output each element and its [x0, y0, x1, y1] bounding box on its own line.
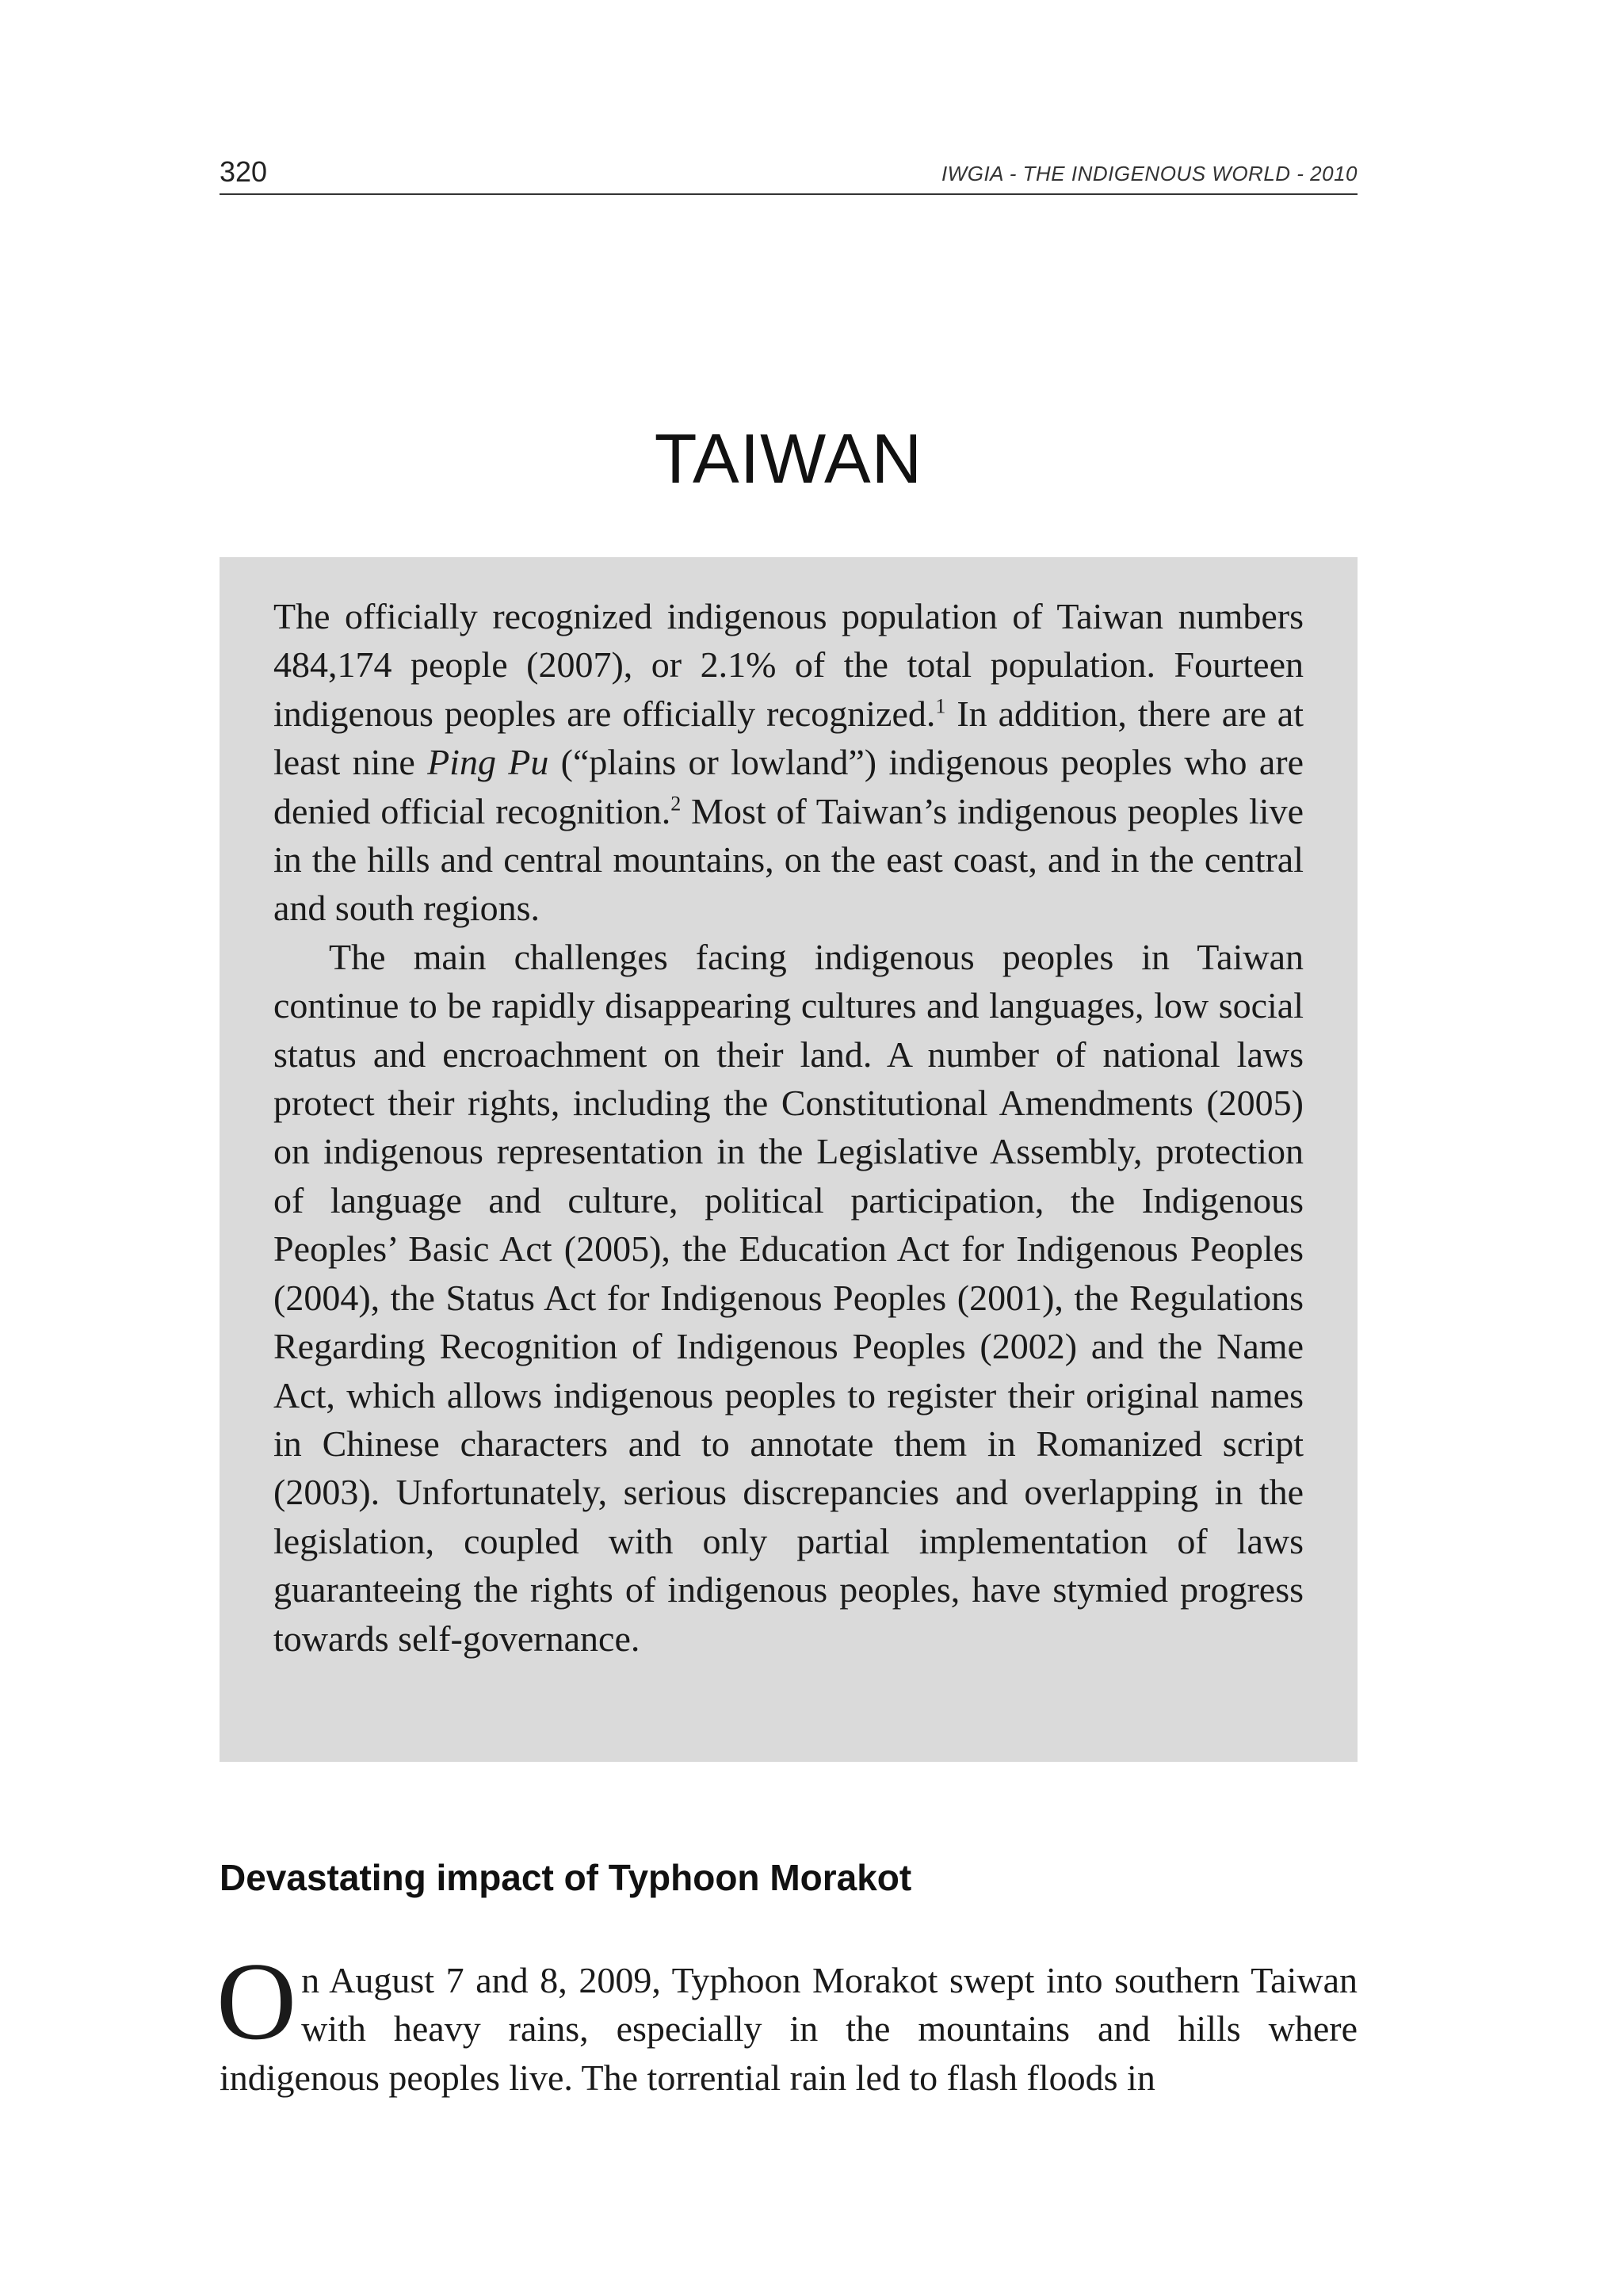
summary-text: In addition, there are at least nine	[273, 693, 1304, 783]
summary-text: The officially recognized indigenous population of Taiwan numbers 484,174 people (2007), or 2.1% of the total population. Fourteen indigenous peoples are officially recognized.	[273, 596, 1304, 734]
body-paragraph	[216, 1940, 1358, 2102]
page-header	[220, 155, 1358, 195]
footnote-ref-2: 2	[670, 792, 682, 816]
italic-term: Ping Pu	[427, 742, 549, 783]
summary-text: (“plains or lowland”) indigenous peoples who are denied official recognition.	[273, 742, 1304, 831]
summary-paragraph-2: The main challenges facing indigenous peoples in Taiwan continue to be rapidly disappearing cultures and languages, low social status and encroachment on their land. A number of national laws protect their rights, including the Constitutional Amendments (2005) on indigenous representation in the Legislative Assembly, protection of language and culture, political participation, the Indigenous Peoples’ Basic Act (2005), the Education Act for Indigenous Peoples (2004), the Status Act for Indigenous Peoples (2001), the Regulations Regarding Recognition of Indigenous Peoples (2002) and the Name Act, which allows indigenous peoples to register their original names in Chinese characters and to annotate them in Romanized script (2003). Unfortunately, serious discrepancies and overlapping in the legislation, coupled with only partial implementation of laws guaranteeing the rights of indigenous peoples, have stymied progress towards self-governance.	[273, 936, 1304, 1659]
body-text: n August 7 and 8, 2009, Typhoon Morakot swept into southern Taiwan with heavy rains, especially in the mountains and hills where indigenous peoples live. The torrential rain led to flash floods in	[220, 1960, 1358, 2098]
summary-text: Most of Taiwan’s indigenous peoples live in the hills and central mountains, on the east coast, and in the central and south regions.	[273, 790, 1304, 929]
section-heading: Devastating impact of Typhoon Morakot	[220, 1857, 912, 1898]
summary-box	[220, 557, 1358, 1762]
page-number: 320	[220, 155, 268, 188]
running-head: IWGIA - THE INDIGENOUS WORLD - 2010	[941, 162, 1358, 185]
chapter-title: TAIWAN	[654, 419, 923, 498]
footnote-ref-1: 1	[935, 694, 946, 718]
summary-paragraph-1	[273, 592, 1304, 933]
drop-cap: O	[216, 1940, 297, 2063]
